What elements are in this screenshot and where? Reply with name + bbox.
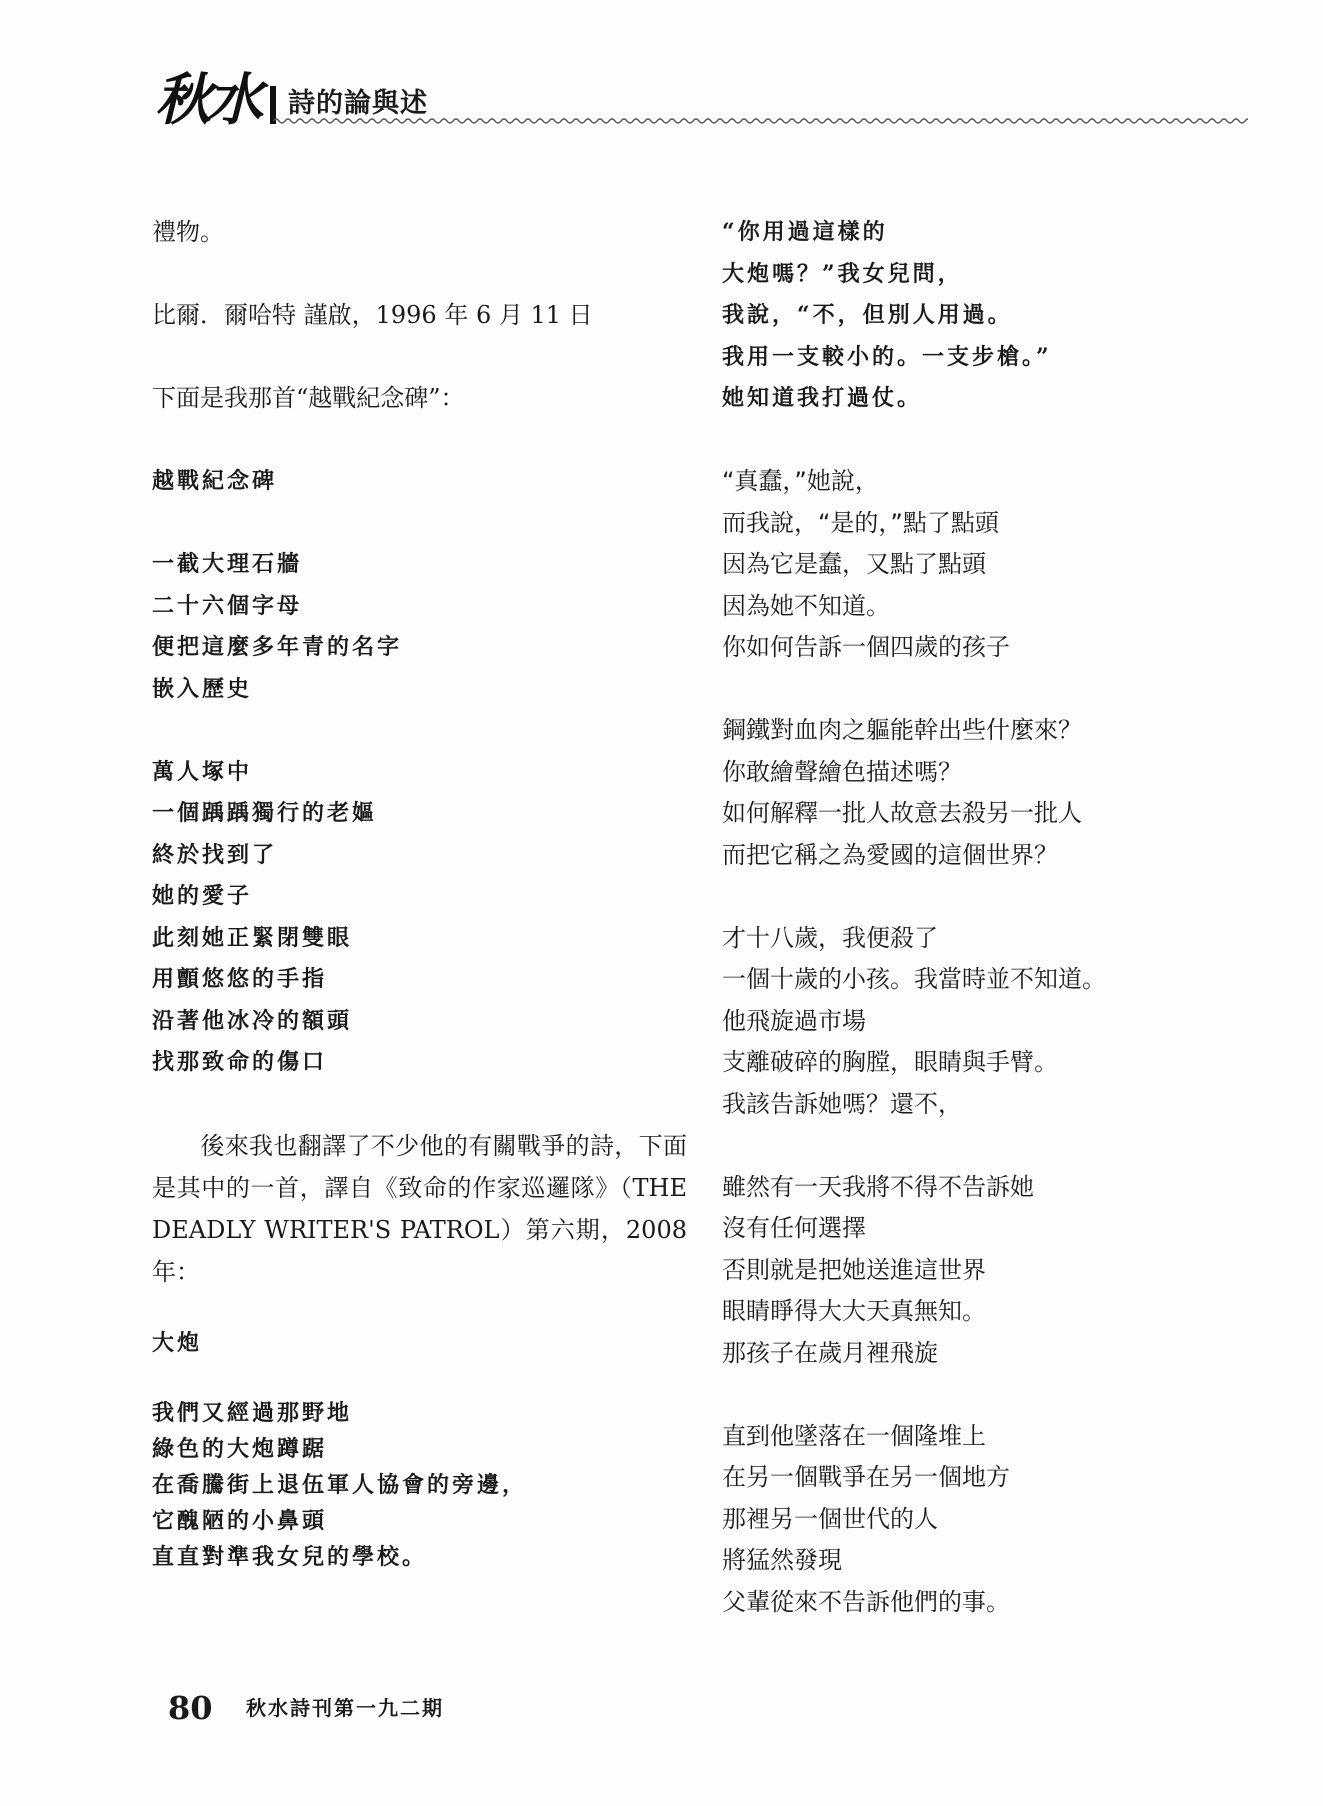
poem-line: 我們又經過那野地 bbox=[152, 1399, 353, 1426]
poem-line: 才十八歲，我便殺了 bbox=[722, 923, 938, 952]
poem-line: 嵌入歷史 bbox=[152, 675, 253, 702]
poem-line: 大炮嗎？”我女兒問， bbox=[722, 260, 963, 287]
poem-line: 那裡另一個世代的人 bbox=[722, 1504, 938, 1533]
wavy-rule bbox=[273, 114, 1248, 128]
stanza bbox=[722, 1416, 1232, 1624]
stanza bbox=[722, 918, 1232, 1126]
poem-line: 否則就是把她送進這世界 bbox=[722, 1255, 986, 1284]
right-column bbox=[722, 212, 1232, 1623]
poem-line: 綠色的大炮蹲踞 bbox=[152, 1435, 328, 1462]
stanza bbox=[722, 710, 1232, 876]
section-title: 詩的論與述 bbox=[288, 88, 428, 119]
poem-line: 沿著他冰冷的額頭 bbox=[152, 1007, 353, 1034]
stanza bbox=[152, 1395, 692, 1575]
signature-line: 比爾．爾哈特 謹啟，1996 年 6 月 11 日 bbox=[152, 301, 593, 329]
stanza bbox=[722, 461, 1232, 669]
poem-title: 大炮 bbox=[152, 1330, 203, 1356]
left-column bbox=[152, 212, 692, 1575]
body-paragraph: 後來我也翻譯了不少他的有關戰爭的詩，下面是其中的一首，譯自《致命的作家巡邏隊》（THE DEADLY WRITER'S PATROL）第六期，2008 年： bbox=[152, 1132, 687, 1286]
page-footer bbox=[168, 1688, 444, 1728]
poem-line: 支離破碎的胸膛，眼睛與手臂。 bbox=[722, 1048, 1058, 1076]
poem-line: 將猛然發現 bbox=[722, 1546, 842, 1574]
poem-line: 如何解釋一批人故意去殺另一批人 bbox=[722, 799, 1082, 827]
poem-line: 直到他墜落在一個隆堆上 bbox=[722, 1421, 986, 1450]
poem-memorial bbox=[152, 461, 692, 1084]
poem-line: 眼睛睜得大大天真無知。 bbox=[722, 1297, 986, 1325]
poem-line: 便把這麼多年青的名字 bbox=[152, 634, 403, 660]
poem-line: 一個踽踽獨行的老嫗 bbox=[152, 800, 378, 826]
poem-line: 而把它稱之為愛國的這個世界？ bbox=[722, 840, 1058, 869]
poem-line: 而我說，“是的，”點了點頭 bbox=[722, 508, 999, 537]
poem-line: 萬人塚中 bbox=[152, 758, 253, 785]
poem-line: 找那致命的傷口 bbox=[152, 1049, 328, 1075]
poem-line: 此刻她正緊閉雙眼 bbox=[152, 924, 353, 951]
poem-line: 在另一個戰爭在另一個地方 bbox=[722, 1463, 1010, 1491]
gift-line: 禮物。 bbox=[152, 218, 224, 246]
poem-title: 越戰紀念碑 bbox=[152, 468, 278, 494]
page-number: 80 bbox=[168, 1689, 213, 1727]
intro-line: 下面是我那首“越戰紀念碑”： bbox=[152, 384, 465, 412]
poem-line: 一截大理石牆 bbox=[152, 551, 303, 577]
poem-line: 我用一支較小的。一支步槍。” bbox=[722, 343, 1052, 370]
poem-line: 沒有任何選擇 bbox=[722, 1214, 866, 1242]
stanza bbox=[722, 212, 1232, 420]
stanza bbox=[152, 752, 692, 1084]
stanza bbox=[722, 1167, 1232, 1375]
poem-line: 她的愛子 bbox=[152, 883, 253, 909]
poem-cannon bbox=[152, 1323, 692, 1575]
poem-line: “真蠢，”她說， bbox=[722, 467, 879, 495]
journal-name: 秋水詩刊第一九二期 bbox=[246, 1696, 444, 1720]
brand-logo: 秋水 bbox=[155, 67, 259, 133]
poem-line: 二十六個字母 bbox=[152, 592, 303, 619]
poem-line: 鋼鐵對血肉之軀能幹出些什麼來？ bbox=[722, 716, 1082, 744]
poem-line: “你用過這樣的 bbox=[722, 219, 888, 245]
poem-line: 那孩子在歲月裡飛旋 bbox=[722, 1338, 938, 1367]
poem-line: 因為她不知道。 bbox=[722, 591, 890, 620]
poem-line: 她知道我打過仗。 bbox=[722, 385, 923, 411]
poem-line: 直直對準我女兒的學校。 bbox=[152, 1543, 428, 1570]
poem-line: 因為它是蠢，又點了點頭 bbox=[722, 550, 986, 578]
poem-line: 你敢繪聲繪色描述嗎？ bbox=[722, 757, 962, 786]
poem-line: 它醜陋的小鼻頭 bbox=[152, 1507, 328, 1534]
page-header bbox=[155, 68, 1250, 138]
poem-line: 父輩從來不告訴他們的事。 bbox=[722, 1587, 1010, 1616]
poem-line: 一個十歲的小孩。我當時並不知道。 bbox=[722, 965, 1106, 993]
poem-line: 我說，“不，但別人用過。 bbox=[722, 302, 1013, 328]
poem-line: 用顫悠悠的手指 bbox=[152, 966, 328, 992]
poem-line: 我該告訴她嗎？還不， bbox=[722, 1089, 962, 1118]
poem-line: 你如何告訴一個四歲的孩子 bbox=[722, 633, 1010, 661]
poem-line: 在喬騰街上退伍軍人協會的旁邊， bbox=[152, 1471, 528, 1498]
poem-line: 他飛旋過市場 bbox=[722, 1006, 866, 1035]
poem-line: 終於找到了 bbox=[152, 841, 278, 868]
stanza bbox=[152, 544, 692, 710]
poem-line: 雖然有一天我將不得不告訴她 bbox=[722, 1172, 1034, 1201]
